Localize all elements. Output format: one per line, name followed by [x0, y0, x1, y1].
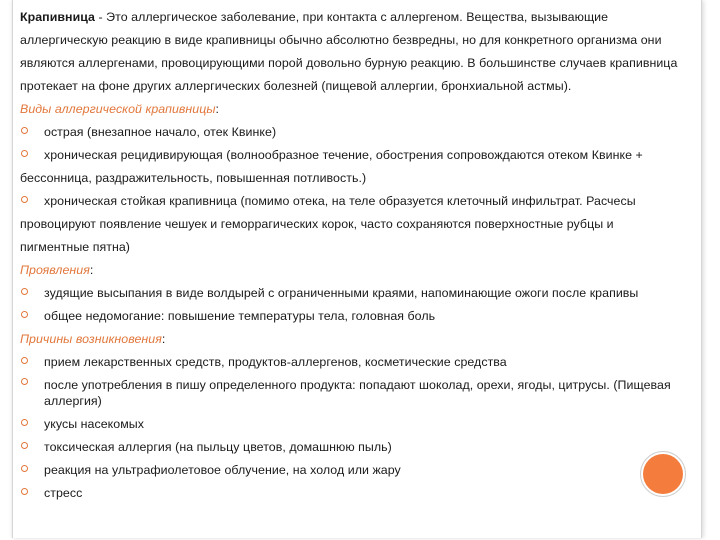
bullet-circle-icon	[21, 442, 28, 449]
bullet-circle-icon	[21, 196, 28, 203]
causes-item: токсическая аллергия (на пыльцу цветов, домашнюю пыль)	[20, 436, 682, 459]
causes-item: укусы насекомых	[20, 413, 682, 436]
types-item: хроническая стойкая крапивница (помимо отека, на теле образуется клеточный инфильтрат. Расчесы провоцируют появление чешуек и геморрагических корок, часто сохраняются поверхностные рубцы и пигментные пятна)	[20, 194, 636, 254]
causes-heading: Причины возникновения:	[20, 332, 166, 346]
bullet-circle-icon	[21, 378, 28, 385]
symptoms-heading: Проявления:	[20, 263, 94, 277]
slide-text-body	[20, 6, 682, 505]
causes-item: реакция на ультрафиолетовое облучение, на холод или жару	[20, 459, 682, 482]
causes-item: стресс	[20, 482, 682, 505]
bullet-circle-icon	[21, 419, 28, 426]
bullet-circle-icon	[21, 465, 28, 472]
bullet-circle-icon	[21, 488, 28, 495]
symptoms-item: зудящие высыпания в виде волдырей с ограниченными краями, напоминающие ожоги после крапивы	[20, 282, 682, 305]
bullet-circle-icon	[21, 311, 28, 318]
symptoms-item: общее недомогание: повышение температуры тела, головная боль	[20, 305, 682, 328]
types-item: острая (внезапное начало, отек Квинке)	[20, 121, 682, 144]
causes-item: после употребления в пишу определенного продукта: попадают шоколад, орехи, ягоды, цитрусы. (Пищевая аллергия)	[20, 374, 682, 413]
bullet-circle-icon	[21, 288, 28, 295]
intro-text: - Это аллергическое заболевание, при контакта с аллергеном. Вещества, вызывающие аллергическую реакцию в виде крапивницы обычно абсолютно безвредны, но для конкретного организма они являются аллергенами, провоцирующими порой довольно бурную реакцию. В большинстве случаев крапивница протекает на фоне других аллергических болезней (пищевой аллергии, бронхиальной астмы).	[20, 10, 678, 93]
types-item: хроническая рецидивирующая (волнообразное течение, обострения сопровождаются отеком Квинке + бессонница, раздражительность, повышенная потливость.)	[20, 148, 643, 185]
intro-term: Крапивница	[20, 10, 96, 24]
bullet-circle-icon	[21, 150, 28, 157]
bullet-circle-icon	[21, 357, 28, 364]
causes-item: прием лекарственных средств, продуктов-аллергенов, косметические средства	[20, 351, 682, 374]
intro-paragraph	[20, 6, 682, 98]
types-heading: Виды аллергической крапивницы:	[20, 102, 220, 116]
bullet-circle-icon	[21, 127, 28, 134]
